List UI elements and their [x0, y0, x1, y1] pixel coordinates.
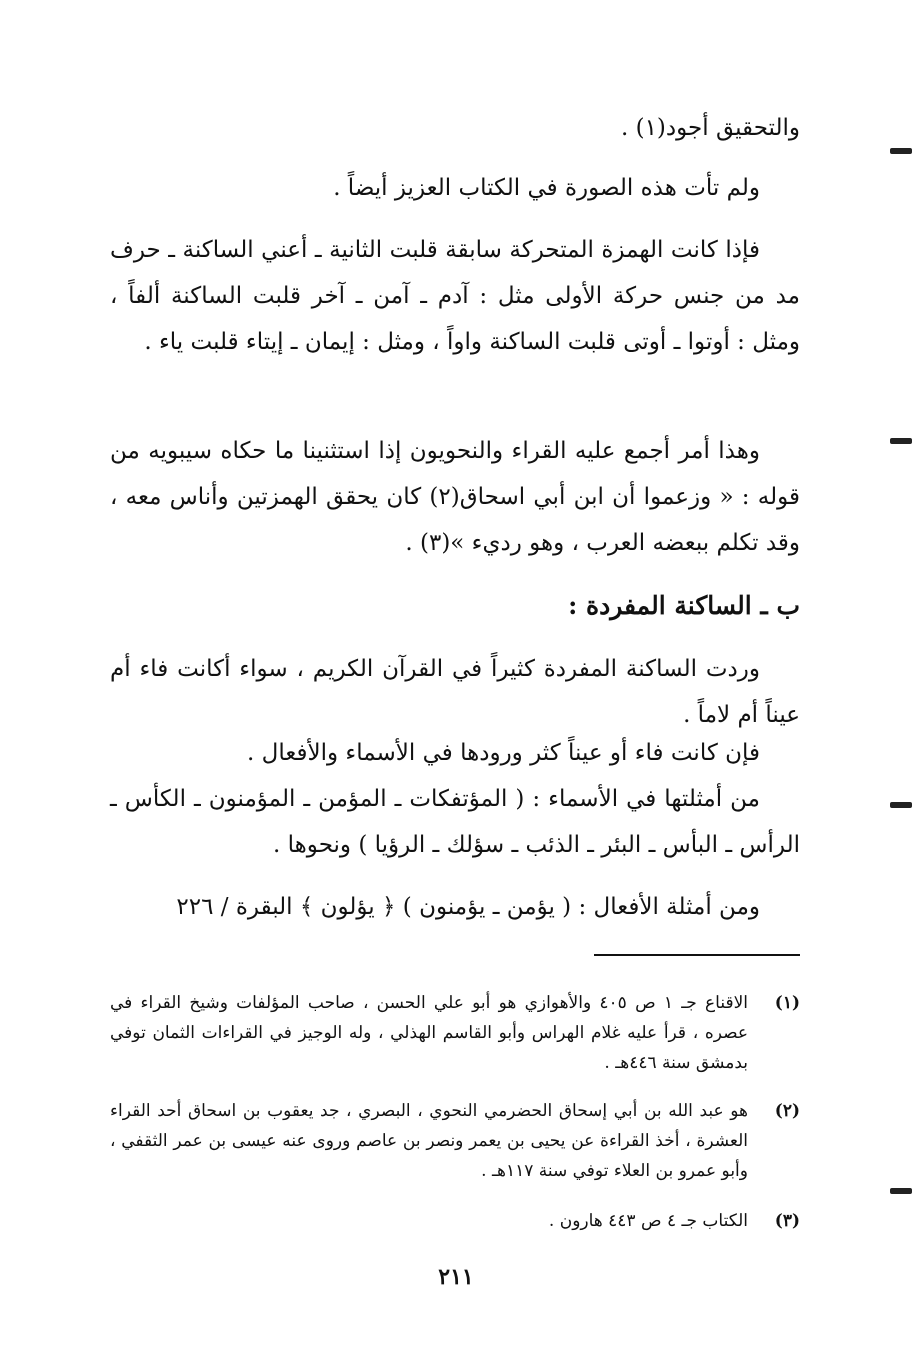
paragraph-2: ولم تأت هذه الصورة في الكتاب العزيز أيضاً .	[333, 175, 760, 201]
section-heading: ب ـ الساكنة المفردة :	[568, 591, 800, 620]
page-number: ٢١١	[438, 1264, 474, 1290]
scan-edge-mark	[890, 802, 912, 808]
footnote-separator	[594, 954, 800, 956]
paragraph-3: فإذا كانت الهمزة المتحركة سابقة قلبت الثانية ـ أعني الساكنة ـ حرف مد من جنس حركة الأولى مثل : آدم ـ آمن ـ آخر قلبت الساكنة ألفاً ، ومثل : أوتوا ـ أوتى قلبت الساكنة واواً ، ومثل : إيمان ـ إيتاء قلبت ياء .	[110, 237, 800, 355]
scan-edge-mark	[890, 1188, 912, 1194]
paragraph-6: فإن كانت فاء أو عيناً كثر ورودها في الأسماء والأفعال .	[247, 740, 760, 766]
scan-edge-mark	[890, 438, 912, 444]
footnote-1	[110, 988, 800, 1078]
footnote-text: الاقناع جـ ١ ص ٤٠٥ والأهوازي هو أبو علي الحسن ، صاحب المؤلفات وشيخ القراء في عصره ، قرأ عليه غلام الهراس وأبو القاسم الهذلي ، وله الوجيز في القراءات الثمان توفي بدمشق سنة ٤٤٦هـ .	[110, 993, 748, 1073]
footnote-text: الكتاب جـ ٤ ص ٤٤٣ هارون .	[548, 1211, 748, 1231]
paragraph-1: والتحقيق أجود(١) .	[620, 115, 800, 141]
paragraph-5: وردت الساكنة المفردة كثيراً في القرآن الكريم ، سواء أكانت فاء أم عيناً أم لاماً .	[110, 656, 800, 728]
footnote-2	[110, 1096, 800, 1186]
paragraph-4: وهذا أمر أجمع عليه القراء والنحويون إذا استثنينا ما حكاه سيبويه من قوله : « وزعموا أن ابن أبي اسحاق(٢) كان يحقق الهمزتين وأناس معه ، وقد تكلم ببعضه العرب ، وهو رديء »(٣) .	[110, 438, 800, 556]
footnote-text: هو عبد الله بن أبي إسحاق الحضرمي النحوي ، البصري ، جد يعقوب بن اسحاق أحد القراء العشرة ، أخذ القراءة عن يحيى بن يعمر ونصر بن عاصم وروى عنه عيسى بن عمر الثقفي ، وأبو عمرو بن العلاء توفي سنة ١١٧هـ .	[110, 1101, 748, 1181]
paragraph-7: من أمثلتها في الأسماء : ( المؤتفكات ـ المؤمن ـ المؤمنون ـ الكأس ـ الرأس ـ البأس ـ البئر ـ الذئب ـ سؤلك ـ الرؤيا ) ونحوها .	[110, 786, 800, 858]
footnote-number: (١)	[774, 993, 800, 1013]
scan-edge-mark	[890, 148, 912, 154]
footnote-3	[110, 1206, 800, 1236]
footnote-number: (٣)	[774, 1211, 800, 1231]
footnote-number: (٢)	[774, 1101, 800, 1121]
paragraph-8: ومن أمثلة الأفعال : ( يؤمن ـ يؤمنون ) ﴿ يؤلون ﴾ البقرة / ٢٢٦	[176, 894, 760, 920]
